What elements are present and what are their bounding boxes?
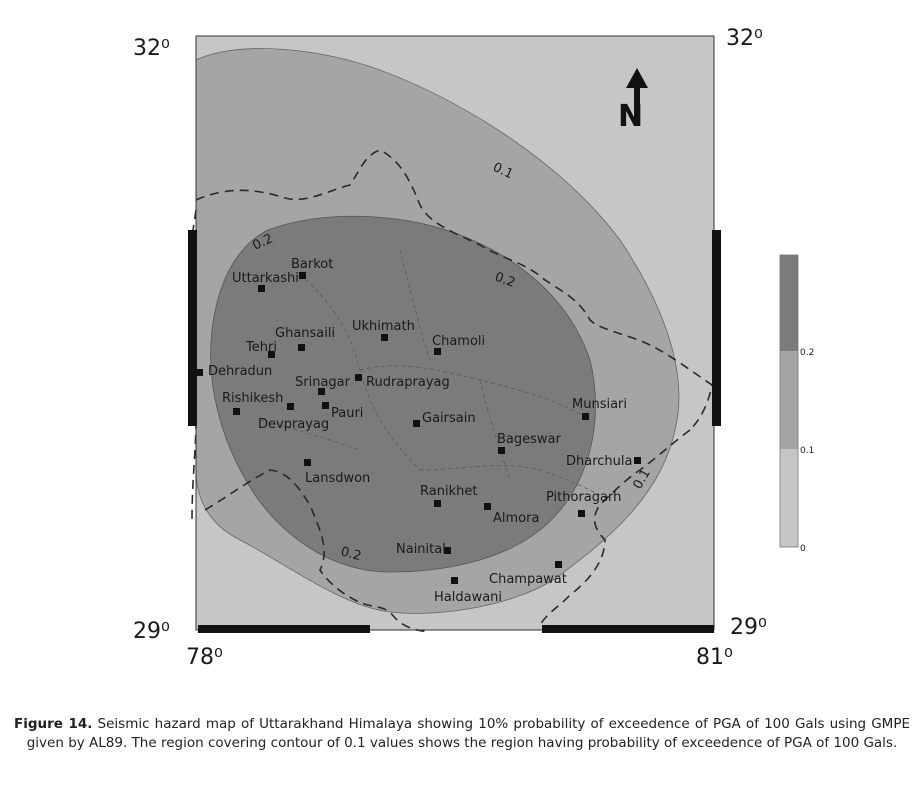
caption-label: Figure 14.: [14, 716, 93, 732]
label-bottom-left: 29⁰: [133, 619, 170, 644]
legend-tick-label: 0: [800, 544, 806, 554]
label-lon-right: 81⁰: [696, 645, 733, 670]
contour-label: 0.1: [630, 466, 654, 492]
label-lon-left: 78⁰: [186, 645, 223, 670]
city-label-pauri: Pauri: [331, 406, 364, 421]
city-marker-pithoragarh: [578, 510, 585, 517]
city-marker-ukhimath: [381, 334, 388, 341]
city-marker-rishikesh: [233, 408, 240, 415]
caption-text: Seismic hazard map of Uttarakhand Himalaya showing 10% probability of exceedence of PGA of 100 Gals using GMPE given by AL89. The region covering contour of 0.1 values shows the region having probability of exceedence of PGA of 100 Gals.: [26, 716, 910, 751]
city-label-barkot: Barkot: [291, 257, 334, 272]
city-marker-bageswar: [498, 447, 505, 454]
city-label-ghansaili: Ghansaili: [275, 326, 336, 341]
legend-swatch-mid: [780, 351, 798, 449]
label-top-right: 32⁰: [726, 26, 763, 51]
city-label-bageswar: Bageswar: [497, 432, 561, 447]
city-label-nainital: Nainital: [396, 542, 446, 557]
city-marker-gairsain: [413, 420, 420, 427]
city-label-dharchula: Dharchula: [566, 454, 633, 469]
city-marker-devprayag: [287, 403, 294, 410]
city-label-haldawani: Haldawani: [434, 590, 503, 605]
legend: [780, 255, 814, 554]
city-label-uttarkashi: Uttarkashi: [232, 271, 299, 286]
city-marker-chamoli: [434, 348, 441, 355]
left-bar: [188, 230, 197, 426]
city-label-srinagar: Srinagar: [295, 375, 350, 390]
city-marker-uttarkashi: [258, 285, 265, 292]
label-top-left: 32⁰: [133, 36, 170, 61]
city-label-dehradun: Dehradun: [208, 364, 273, 379]
legend-tick-label: 0.2: [800, 348, 815, 358]
figure-caption: [14, 715, 910, 753]
north-label: N: [618, 99, 644, 134]
city-label-rishikesh: Rishikesh: [222, 391, 284, 406]
contour-label: 0.2: [338, 544, 363, 565]
city-marker-pauri: [322, 402, 329, 409]
city-label-almora: Almora: [493, 511, 540, 526]
city-label-pithoragarh: Pithoragarh: [546, 490, 622, 505]
city-marker-ranikhet: [434, 500, 441, 507]
city-label-munsiari: Munsiari: [572, 397, 628, 412]
bottom-bar-left: [198, 625, 370, 633]
city-marker-almora: [484, 503, 491, 510]
city-label-rudraprayag: Rudraprayag: [366, 375, 450, 390]
legend-tick-label: 0.1: [800, 446, 815, 456]
city-marker-dharchula: [634, 457, 641, 464]
city-label-champawat: Champawat: [489, 572, 567, 587]
legend-swatch-low: [780, 449, 798, 547]
contour-label: 0.2: [492, 269, 518, 291]
city-marker-champawat: [555, 561, 562, 568]
city-label-ranikhet: Ranikhet: [420, 484, 478, 499]
city-marker-dehradun: [196, 369, 203, 376]
city-label-chamoli: Chamoli: [432, 334, 486, 349]
contour-label: 0.2: [250, 231, 276, 254]
city-label-ukhimath: Ukhimath: [352, 319, 415, 334]
city-marker-munsiari: [582, 413, 589, 420]
city-label-lansdwon: Lansdwon: [305, 471, 371, 486]
city-marker-ghansaili: [298, 344, 305, 351]
label-bottom-right: 29⁰: [730, 615, 767, 640]
city-marker-rudraprayag: [355, 374, 362, 381]
right-bar: [712, 230, 721, 426]
bottom-bar-right: [542, 625, 714, 633]
city-marker-lansdwon: [304, 459, 311, 466]
legend-swatch-high: [780, 255, 798, 351]
city-marker-barkot: [299, 272, 306, 279]
city-marker-haldawani: [451, 577, 458, 584]
city-label-tehri: Tehri: [246, 340, 277, 355]
city-label-gairsain: Gairsain: [422, 411, 476, 426]
contour-label: 0.1: [490, 160, 516, 183]
city-label-devprayag: Devprayag: [258, 417, 330, 432]
